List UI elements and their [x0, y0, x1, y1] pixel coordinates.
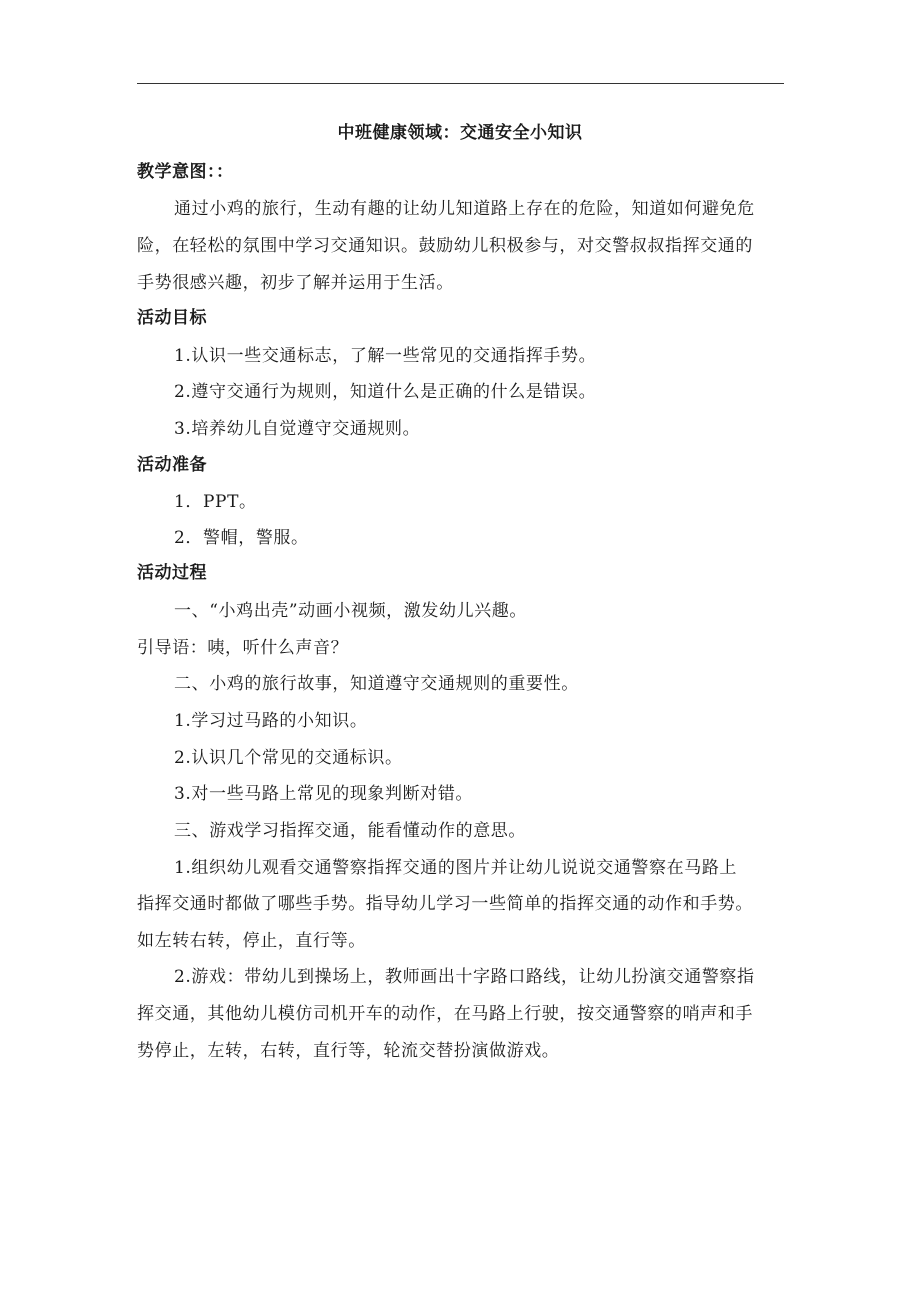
- section-heading-goals: 活动目标: [137, 308, 207, 328]
- process-step-2: 二、小鸡的旅行故事，知道遵守交通规则的重要性。: [174, 674, 579, 694]
- intent-paragraph-line: 手势很感兴趣，初步了解并运用于生活。: [137, 273, 454, 293]
- prep-item: 2．警帽，警服。: [174, 528, 309, 548]
- step3-item-2-line: 2.游戏：带幼儿到操场上，教师画出十字路口路线，让幼儿扮演交通警察指: [174, 967, 755, 987]
- step3-item-1-line: 如左转右转，停止，直行等。: [137, 931, 366, 951]
- goal-item: 1.认识一些交通标志，了解一些常见的交通指挥手势。: [174, 346, 597, 366]
- section-heading-process: 活动过程: [137, 563, 207, 583]
- intent-paragraph-line: 险，在轻松的氛围中学习交通知识。鼓励幼儿积极参与，对交警叔叔指挥交通的: [137, 236, 753, 256]
- step3-item-1-line: 1.组织幼儿观看交通警察指挥交通的图片并让幼儿说说交通警察在马路上: [174, 858, 738, 878]
- header-rule: [137, 83, 784, 84]
- step3-item-2-line: 势停止，左转，右转，直行等，轮流交替扮演做游戏。: [137, 1041, 560, 1061]
- process-guide: 引导语：咦，听什么声音？: [137, 638, 349, 658]
- intent-paragraph-line: 通过小鸡的旅行，生动有趣的让幼儿知道路上存在的危险，知道如何避免危: [174, 199, 755, 219]
- section-heading-intent: 教学意图：：: [137, 162, 234, 182]
- goal-item: 2.遵守交通行为规则，知道什么是正确的什么是错误。: [174, 382, 597, 402]
- step2-item: 1.学习过马路的小知识。: [174, 711, 368, 731]
- document-title: 中班健康领域：交通安全小知识: [337, 123, 583, 143]
- process-step-1: 一、“小鸡出壳”动画小视频，激发幼儿兴趣。: [174, 601, 527, 621]
- prep-item: 1．PPT。: [174, 492, 257, 512]
- process-step-3: 三、游戏学习指挥交通，能看懂动作的意思。: [174, 821, 526, 841]
- section-heading-prep: 活动准备: [137, 455, 207, 475]
- step3-item-1-line: 指挥交通时都做了哪些手势。指导幼儿学习一些简单的指挥交通的动作和手势。: [137, 894, 753, 914]
- step3-item-2-line: 挥交通，其他幼儿模仿司机开车的动作，在马路上行驶，按交通警察的哨声和手: [137, 1004, 753, 1024]
- step2-item: 3.对一些马路上常见的现象判断对错。: [174, 784, 474, 804]
- goal-item: 3.培养幼儿自觉遵守交通规则。: [174, 419, 421, 439]
- step2-item: 2.认识几个常见的交通标识。: [174, 748, 403, 768]
